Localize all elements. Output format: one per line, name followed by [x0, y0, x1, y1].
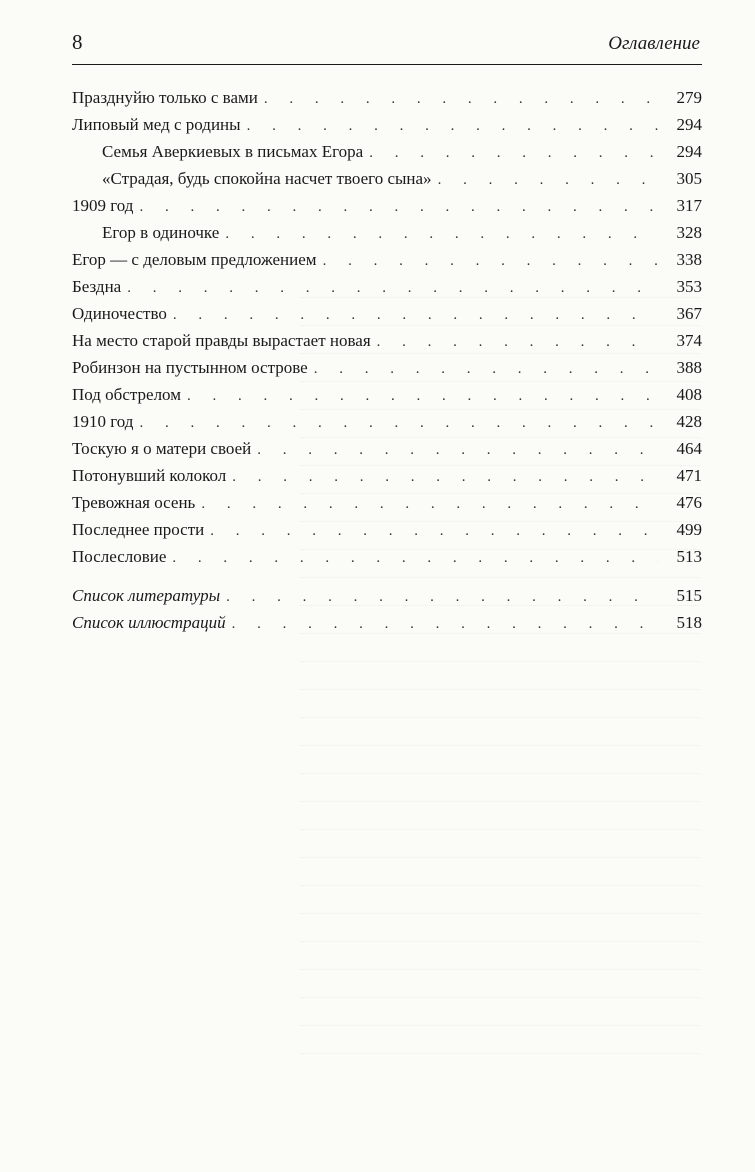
- toc-entry-title: Празднуйю только с вами: [72, 88, 258, 107]
- toc-entry-title: Послесловие: [72, 547, 167, 566]
- toc-entry-page: 305: [676, 169, 702, 188]
- toc-dot-leader: [225, 226, 658, 243]
- toc-entry: [72, 412, 702, 439]
- toc-entry: [72, 304, 702, 331]
- toc-entry: [72, 466, 702, 493]
- toc-dot-leader: [323, 253, 658, 270]
- toc-entry-page: 408: [676, 385, 702, 404]
- toc-dot-leader: [247, 118, 658, 135]
- toc-entry: [72, 88, 702, 115]
- toc-dot-leader: [226, 589, 658, 606]
- toc-entry-title: Егор в одиночке: [102, 223, 220, 242]
- toc-dot-leader: [232, 616, 658, 633]
- toc-entry-page: 388: [676, 358, 702, 377]
- toc-entry-bibliography: [72, 586, 702, 613]
- running-title: Оглавление: [608, 33, 700, 54]
- section-gap: [72, 574, 702, 586]
- toc-dot-leader: [232, 469, 658, 486]
- header-rule: [72, 64, 702, 65]
- toc-entry-title: На место старой правды вырастает новая: [72, 331, 371, 350]
- toc-entry-title: Одиночество: [72, 304, 167, 323]
- toc-entry-title: Под обстрелом: [72, 385, 181, 404]
- toc-entry: [72, 196, 702, 223]
- toc-entry: [72, 520, 702, 547]
- toc-dot-leader: [314, 361, 658, 378]
- toc-entry: [72, 439, 702, 466]
- toc-entry-title: Бездна: [72, 277, 122, 296]
- toc-entry-title: Робинзон на пустынном острове: [72, 358, 308, 377]
- page-number: 8: [72, 30, 83, 54]
- toc-entry-page: 518: [676, 613, 702, 632]
- toc-subentry: [72, 142, 702, 169]
- toc-entry-title: Липовый мед с родины: [72, 115, 241, 134]
- toc-entry-page: 367: [676, 304, 702, 323]
- toc-entry-page: 338: [676, 250, 702, 269]
- toc-entry-title: Потонувший колокол: [72, 466, 227, 485]
- toc-entry: [72, 547, 702, 574]
- toc-entry-page: 294: [676, 115, 702, 134]
- toc-entry-page: 513: [676, 547, 702, 566]
- toc-dot-leader: [201, 496, 658, 513]
- toc-entry-title: Егор — с деловым предложением: [72, 250, 317, 269]
- toc-entry-title: 1909 год: [72, 196, 134, 215]
- toc-dot-leader: [139, 199, 658, 216]
- toc-entry: [72, 358, 702, 385]
- table-of-contents: [72, 88, 702, 640]
- toc-entry-page: 471: [676, 466, 702, 485]
- toc-entry: [72, 493, 702, 520]
- toc-entry: [72, 331, 702, 358]
- toc-entry-title: Тревожная осень: [72, 493, 196, 512]
- toc-entry-page: 464: [676, 439, 702, 458]
- page-header: [72, 30, 700, 60]
- toc-dot-leader: [139, 415, 658, 432]
- toc-entry-title: Список иллюстраций: [72, 613, 226, 632]
- toc-entry-page: 294: [676, 142, 702, 161]
- toc-entry-title: Список литературы: [72, 586, 221, 605]
- toc-entry-title: Последнее прости: [72, 520, 205, 539]
- toc-entry: [72, 277, 702, 304]
- toc-subentry: [72, 223, 702, 250]
- toc-dot-leader: [173, 307, 658, 324]
- toc-entry: [72, 115, 702, 142]
- toc-entry-page: 428: [676, 412, 702, 431]
- toc-entry-page: 476: [676, 493, 702, 512]
- toc-entry-page: 499: [676, 520, 702, 539]
- toc-dot-leader: [369, 145, 658, 162]
- toc-dot-leader: [264, 91, 658, 108]
- toc-dot-leader: [438, 172, 658, 189]
- toc-entry-page: 328: [676, 223, 702, 242]
- toc-dot-leader: [377, 334, 658, 351]
- toc-entry-illustrations: [72, 613, 702, 640]
- toc-dot-leader: [210, 523, 658, 540]
- toc-entry-page: 515: [676, 586, 702, 605]
- toc-subentry: [72, 169, 702, 196]
- toc-dot-leader: [172, 550, 658, 567]
- toc-entry-page: 279: [676, 88, 702, 107]
- toc-dot-leader: [257, 442, 658, 459]
- toc-dot-leader: [127, 280, 658, 297]
- toc-entry: [72, 250, 702, 277]
- toc-entry-page: 317: [676, 196, 702, 215]
- toc-entry-title: Тоскую я о матери своей: [72, 439, 252, 458]
- toc-entry-page: 374: [676, 331, 702, 350]
- toc-entry: [72, 385, 702, 412]
- toc-entry-title: Семья Аверкиевых в письмах Егора: [102, 142, 364, 161]
- toc-entry-page: 353: [676, 277, 702, 296]
- toc-entry-title: «Страдая, будь спокойна насчет твоего сына»: [102, 169, 432, 188]
- toc-dot-leader: [187, 388, 658, 405]
- toc-entry-title: 1910 год: [72, 412, 134, 431]
